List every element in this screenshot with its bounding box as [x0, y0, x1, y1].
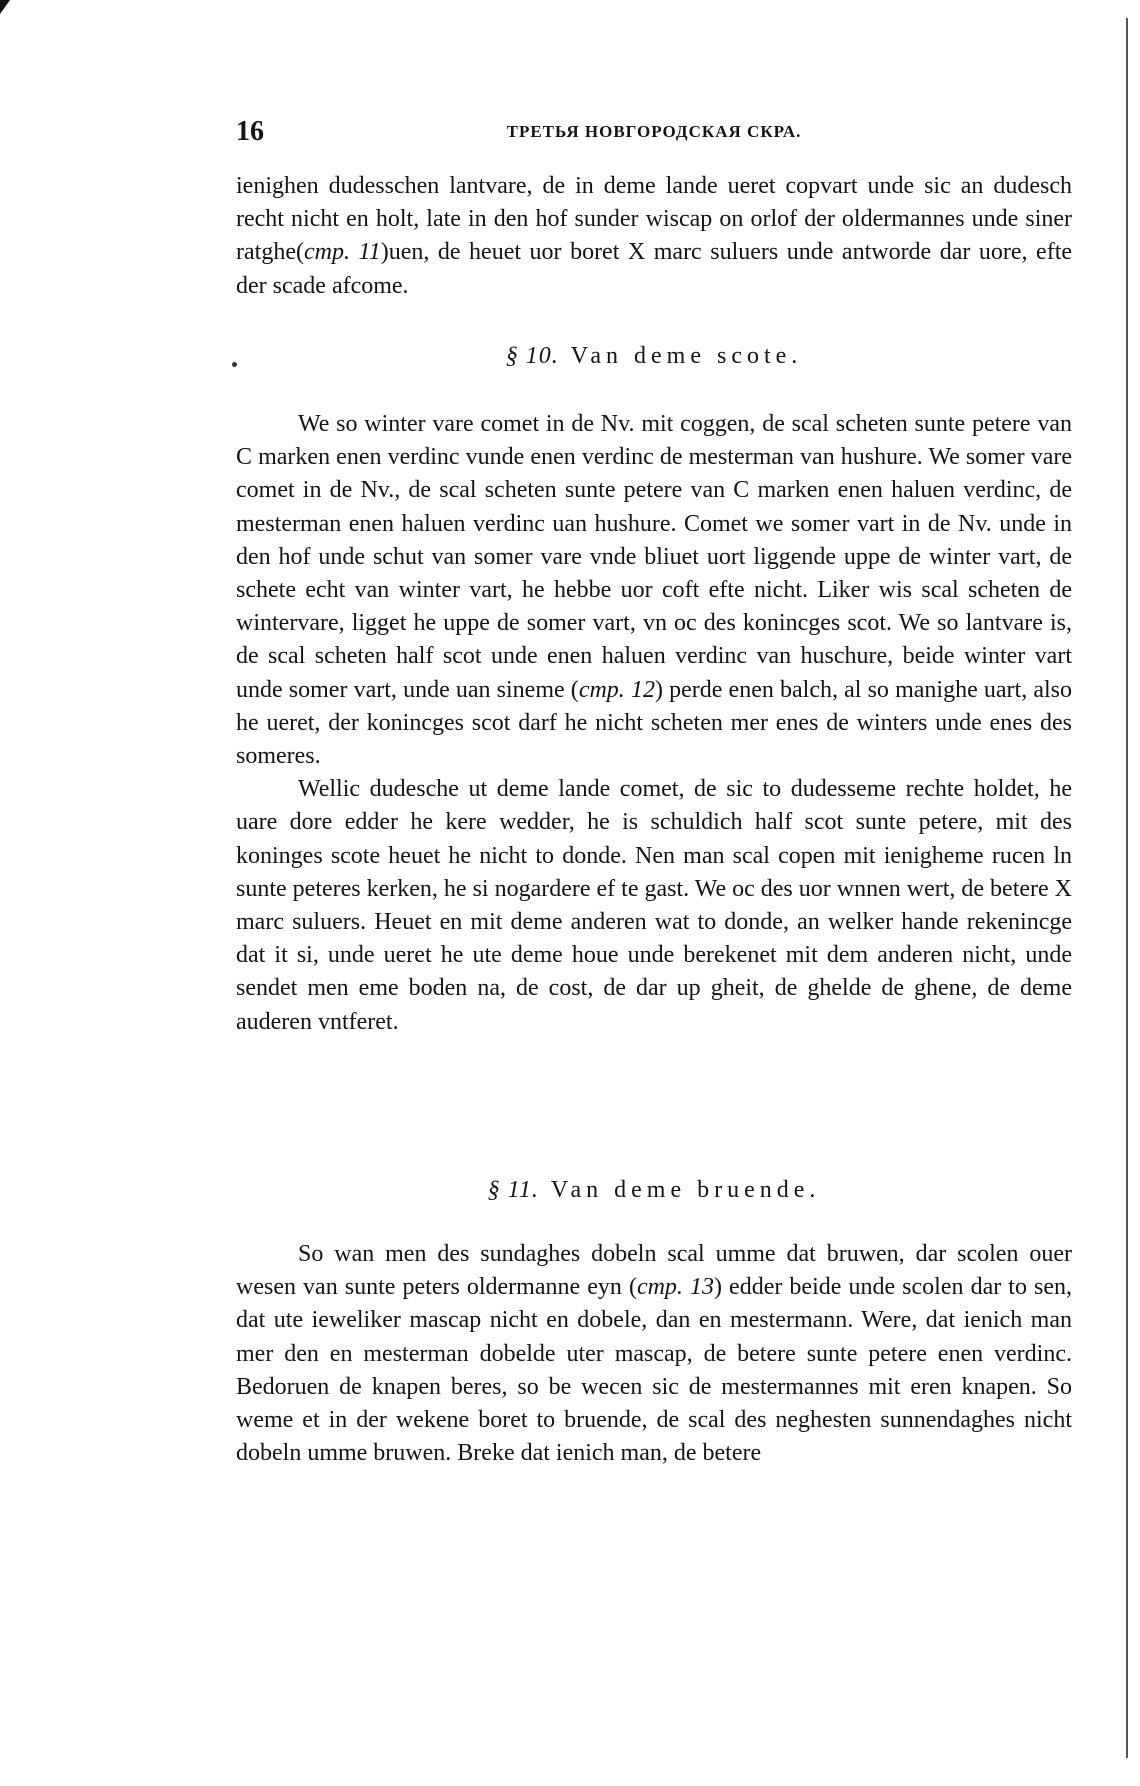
- paragraph: [236, 408, 1072, 773]
- page-header: [236, 112, 1072, 152]
- cross-reference: cmp. 13: [636, 1274, 714, 1301]
- section-11: [236, 1174, 1072, 1207]
- paragraph-text: ) edder beide unde scolen dar to sen, dat ute ieweliker mascap nicht en dobele, dan en mestermann. Were, dat ienich man mer den en mesterman dobelde uter mascap, de betere sunte petere enen verdinc. Bedoruen de knapen beres, so be wecen sic de mestermannes mit eren knapen. So weme et in der wekene boret to bruende, de scal des neghesten sunnendaghes nicht dobeln umme bruwen. Breke dat ienich man, de betere: [236, 1274, 1073, 1467]
- section-heading: [236, 1174, 1072, 1207]
- scan-corner-mark: [0, 0, 10, 14]
- section-number: § 10.: [505, 343, 559, 369]
- opening-line-3: orlof der oldermannes unde siner ratghe(: [236, 206, 1073, 266]
- page-number: 16: [236, 116, 264, 147]
- cross-reference: cmp. 12: [578, 676, 655, 703]
- section-title: Van deme bruende.: [550, 1177, 821, 1203]
- section-11-body: [236, 1238, 1072, 1470]
- paragraph-text: ) perde enen balch, al so manighe uart, also he ueret, der konincges scot darf he nicht scheten mer enes de winters unde enes des someres.: [236, 676, 1073, 770]
- opening-line-4: boret X marc suluers unde antworde dar uore, efte der scade afcome.: [236, 239, 1073, 299]
- cross-reference: cmp. 11: [303, 239, 381, 266]
- paragraph: Wellic dudesche ut deme lande comet, de sic to dudesseme rechte holdet, he uare dore edder he kere wedder, he is schuldich half scot sunte petere, mit des koninges scote heuet he nicht to donde. Nen man scal copen mit ienigheme rucen ln sunte peteres kerken, he si nogardere ef te gast. We oc des uor wnnen wert, de betere X marc suluers. Heuet en mit deme anderen wat to donde, an welker hande rekenincge dat it si, unde ueret he ute deme houe unde berekenet mit dem anderen nicht, unde sendet men eme boden na, de cost, de dar up gheit, de ghelde de ghene, de deme auderen vntferet.: [236, 776, 1072, 1035]
- section-10: [236, 340, 1072, 373]
- running-title: ТРЕТЬЯ НОВГОРОДСКАЯ СКРА.: [506, 122, 802, 141]
- opening-line-2: sic an dudesch recht nicht en holt, late in den hof sunder wiscap on: [236, 173, 1072, 233]
- section-title: Van deme scote.: [570, 343, 803, 369]
- opening-text: [236, 170, 1072, 303]
- opening-paragraph: [236, 170, 1072, 303]
- section-heading: [236, 340, 1072, 373]
- section-10-body: [236, 408, 1072, 1039]
- section-number: § 11.: [487, 1177, 539, 1203]
- page-edge-line: [1126, 18, 1128, 1758]
- opening-line-3b: )uen, de heuet uor: [380, 239, 562, 266]
- opening-line-1: ienighen dudesschen lantvare, de in deme lande ueret copvart unde: [236, 173, 915, 199]
- paragraph-text: So wan men des sundaghes dobeln scal umme dat bruwen, dar scolen ouer wesen van sunte peters oldermanne eyn (: [236, 1241, 1072, 1301]
- paragraph: [236, 1238, 1072, 1470]
- paragraph-text: We so winter vare comet in de Nv. mit coggen, de scal scheten sunte petere van C marken enen verdinc vunde enen verdinc de mesterman van hushure. We somer vare comet in de Nv., de scal scheten sunte petere van C marken enen haluen verdinc, de mesterman enen haluen verdinc uan hushure. Comet we somer vart in de Nv. unde in den hof unde schut van somer vare vnde bliuet uort liggende uppe de winter vart, de schete echt van winter vart, he hebbe uor coft efte nicht. Liker wis scal scheten de wintervare, ligget he uppe de somer vart, vn oc des konincges scot. We so lantvare is, de scal scheten half scot unde enen haluen verdinc van huschure, beide winter vart unde somer vart, unde uan sineme (: [236, 411, 1072, 703]
